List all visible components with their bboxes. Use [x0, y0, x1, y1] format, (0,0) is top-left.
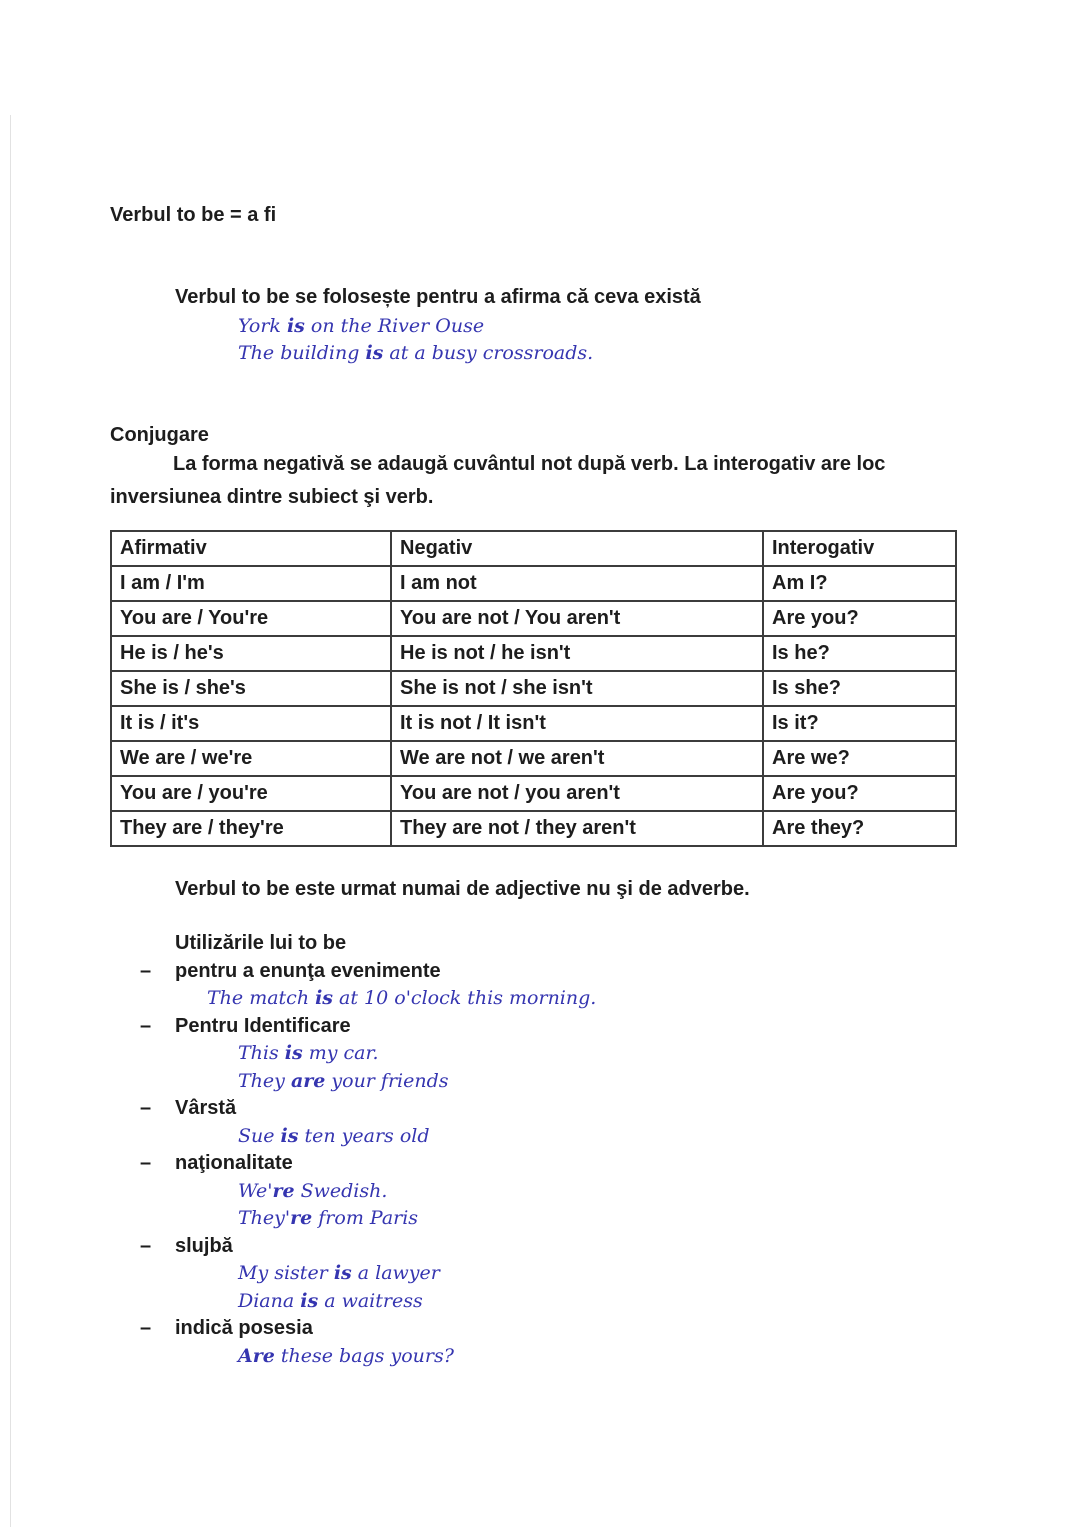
example-line [110, 985, 958, 1013]
usage-label-row [110, 1013, 958, 1041]
example-text: at 10 o'clock this morning. [333, 987, 597, 1009]
table-row [111, 741, 956, 776]
conjugare-heading: Conjugare [110, 424, 209, 446]
table-header-negativ: Negativ [391, 531, 763, 566]
table-cell: I am not [391, 566, 763, 601]
conjugation-table [110, 530, 957, 847]
example-text: York [238, 315, 287, 337]
example-text: Diana [238, 1289, 301, 1312]
table-cell: It is / it's [111, 706, 391, 741]
example-text: My sister [238, 1262, 334, 1284]
usage-item-identificare [110, 1013, 958, 1096]
table-header-interogativ: Interogativ [763, 531, 956, 566]
usage-label-row [110, 958, 958, 986]
table-cell: You are / You're [111, 601, 391, 636]
example-text: on the River Ouse [304, 315, 485, 337]
table-row [111, 601, 956, 636]
table-cell: Are we? [763, 741, 956, 776]
table-cell: Is it? [763, 706, 956, 741]
page-title: Verbul to be = a fi [110, 204, 277, 226]
intro-heading: Verbul to be se folosește pentru a afirma că ceva există [175, 286, 701, 308]
table-row [111, 671, 956, 706]
example-line [110, 1260, 958, 1288]
usage-label: Vârstă [175, 1097, 237, 1119]
table-header-row [111, 531, 956, 566]
example-line [238, 313, 958, 340]
usage-list [110, 958, 958, 1371]
example-line [238, 340, 958, 367]
usage-label: slujbă [175, 1234, 233, 1257]
example-line [110, 1040, 958, 1068]
example-text: ten years old [298, 1124, 430, 1147]
usage-item-nationalitate [110, 1150, 958, 1233]
table-cell: Am I? [763, 566, 956, 601]
note-text: Verbul [175, 878, 242, 900]
example-verb: is [284, 1042, 303, 1064]
example-verb: re [272, 1179, 295, 1202]
example-text: We' [238, 1179, 273, 1202]
example-verb: is [365, 342, 384, 364]
example-line [110, 1343, 958, 1371]
table-cell: We are not / we aren't [391, 741, 763, 776]
table-cell: They are / they're [111, 811, 391, 846]
example-text: The match [207, 987, 316, 1009]
document-content [110, 0, 958, 1370]
dash-bullet: – [140, 959, 152, 982]
table-cell: You are not / you aren't [391, 776, 763, 811]
usage-item-posesia [110, 1315, 958, 1370]
table-row [111, 636, 956, 671]
example-text: Swedish. [294, 1179, 388, 1202]
example-text: my car. [302, 1042, 379, 1064]
table-cell: She is not / she isn't [391, 671, 763, 706]
dash-bullet: – [140, 1097, 152, 1119]
adjective-note [175, 877, 958, 902]
example-text: Sue [238, 1124, 281, 1147]
example-text: your friends [325, 1069, 449, 1092]
table-cell: Is he? [763, 636, 956, 671]
example-line [110, 1288, 958, 1316]
example-verb: is [333, 1262, 352, 1284]
table-cell: He is / he's [111, 636, 391, 671]
table-cell: Are you? [763, 776, 956, 811]
dash-bullet: – [140, 1234, 152, 1257]
usage-heading [175, 930, 958, 958]
usage-label-row [110, 1150, 958, 1178]
usage-item-evenimente [110, 958, 958, 1013]
table-row [111, 566, 956, 601]
conjugare-paragraph: La forma negativă se adaugă cuvântul not după verb. La interogativ are loc inversiunea dintre subiect şi verb. [110, 453, 886, 508]
table-row [111, 706, 956, 741]
table-cell: You are not / You aren't [391, 601, 763, 636]
dash-bullet: – [140, 1317, 152, 1339]
example-verb: is [286, 315, 305, 337]
usage-label: pentru a enunţa evenimente [175, 959, 441, 982]
usage-label-row [110, 1095, 958, 1123]
example-line [110, 1205, 958, 1233]
table-cell: I am / I'm [111, 566, 391, 601]
note-verb: to be [241, 878, 290, 900]
table-cell: Are you? [763, 601, 956, 636]
example-verb: is [315, 987, 334, 1009]
example-verb: Are [238, 1344, 275, 1367]
table-row [111, 776, 956, 811]
example-verb: is [280, 1124, 299, 1147]
example-verb: are [290, 1069, 326, 1092]
usage-heading-verb: to be [298, 932, 347, 954]
example-text: a waitress [318, 1289, 423, 1312]
usage-heading-text: Utilizările lui [175, 932, 299, 954]
intro-examples [238, 313, 958, 367]
table-cell: They are not / they aren't [391, 811, 763, 846]
example-line [110, 1068, 958, 1096]
table-cell: It is not / It isn't [391, 706, 763, 741]
usage-label: indică posesia [175, 1317, 313, 1339]
usage-item-slujba [110, 1233, 958, 1316]
note-text: este urmat numai de adjective nu şi de adverbe. [289, 878, 750, 900]
example-line [110, 1178, 958, 1206]
table-cell: You are / you're [111, 776, 391, 811]
table-cell: Is she? [763, 671, 956, 706]
page-edge-line [10, 115, 11, 1527]
table-cell: We are / we're [111, 741, 391, 776]
usage-label-row [110, 1233, 958, 1261]
example-text: from Paris [312, 1207, 419, 1229]
example-text: The building [238, 342, 366, 364]
dash-bullet: – [140, 1014, 152, 1037]
table-cell: He is not / he isn't [391, 636, 763, 671]
table-cell: Are they? [763, 811, 956, 846]
example-text: these bags yours? [274, 1344, 454, 1367]
table-cell: She is / she's [111, 671, 391, 706]
table-header-afirmativ: Afirmativ [111, 531, 391, 566]
usage-item-varsta [110, 1095, 958, 1150]
example-text: This [238, 1042, 285, 1064]
example-verb: is [300, 1289, 319, 1312]
example-text: They' [238, 1207, 291, 1229]
table-row [111, 811, 956, 846]
example-text: at a busy crossroads. [383, 342, 594, 364]
example-line [110, 1123, 958, 1151]
usage-label: Pentru Identificare [175, 1014, 351, 1037]
example-verb: re [290, 1207, 313, 1229]
example-text: a lawyer [351, 1262, 440, 1284]
usage-label-row [110, 1315, 958, 1343]
dash-bullet: – [140, 1152, 152, 1174]
example-text: They [238, 1069, 291, 1092]
usage-label: naţionalitate [175, 1152, 293, 1174]
